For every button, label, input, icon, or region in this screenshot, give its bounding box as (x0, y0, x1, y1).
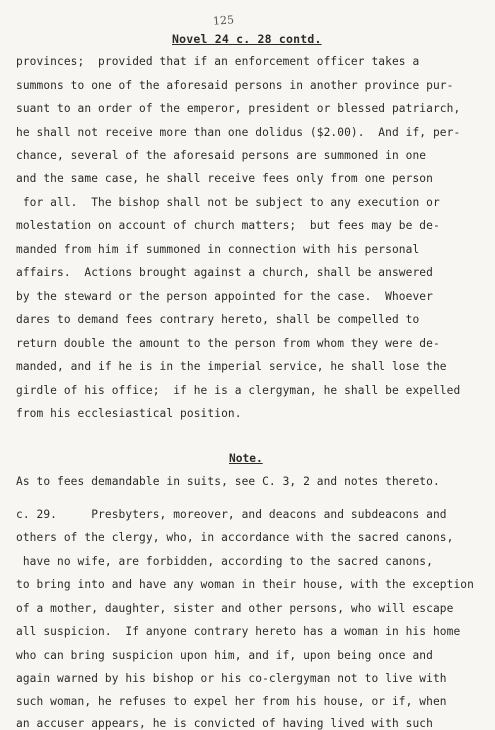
text-line: suant to an order of the emperor, president or blessed patriarch, (16, 102, 461, 115)
text-line: to bring into and have any woman in their house, with the exception (16, 578, 474, 591)
text-line: he shall not receive more than one dolidus ($2.00). And if, per- (16, 126, 461, 139)
text-line: by the steward or the person appointed for the case. Whoever (16, 290, 433, 303)
text-line: such woman, he refuses to expel her from his house, or if, when (16, 695, 447, 708)
page-number: 125 (212, 13, 235, 28)
text-line: have no wife, are forbidden, according to the sacred canons, (16, 555, 433, 568)
text-line: girdle of his office; if he is a clergyman, he shall be expelled (16, 384, 461, 397)
text-line: again warned by his bishop or his co-clergyman not to live with (16, 672, 447, 685)
text-line: others of the clergy, who, in accordance with the sacred canons, (16, 531, 454, 544)
text-line: molestation on account of church matters; but fees may be de- (16, 219, 440, 232)
note-title: Note. (229, 452, 263, 465)
text-line: dares to demand fees contrary hereto, shall be compelled to (16, 313, 420, 326)
text-line: from his ecclesiastical position. (16, 407, 242, 420)
section-heading: Novel 24 c. 28 contd. (172, 32, 322, 46)
text-line: and the same case, he shall receive fees only from one person (16, 172, 433, 185)
text-line: chance, several of the aforesaid persons are summoned in one (16, 149, 427, 162)
text-line: c. 29. Presbyters, moreover, and deacons and subdeacons and (16, 508, 447, 521)
text-line: affairs. Actions brought against a church, shall be answered (16, 266, 433, 279)
text-line: an accuser appears, he is convicted of having lived with such (16, 717, 433, 730)
text-line: all suspicion. If anyone contrary hereto has a woman in his home (16, 625, 461, 638)
text-line: for all. The bishop shall not be subject to any execution or (16, 196, 440, 209)
text-line: who can bring suspicion upon him, and if, upon being once and (16, 649, 433, 662)
text-line: provinces; provided that if an enforcement officer takes a (16, 55, 420, 68)
text-line: manded, and if he is in the imperial service, he shall lose the (16, 360, 447, 373)
text-line: manded from him if summoned in connection with his personal (16, 243, 420, 256)
note-text: As to fees demandable in suits, see C. 3, 2 and notes thereto. (16, 475, 440, 488)
text-line: of a mother, daughter, sister and other persons, who will escape (16, 602, 454, 615)
text-line: summons to one of the aforesaid persons in another province pur- (16, 79, 454, 92)
text-line: return double the amount to the person from whom they were de- (16, 337, 440, 350)
